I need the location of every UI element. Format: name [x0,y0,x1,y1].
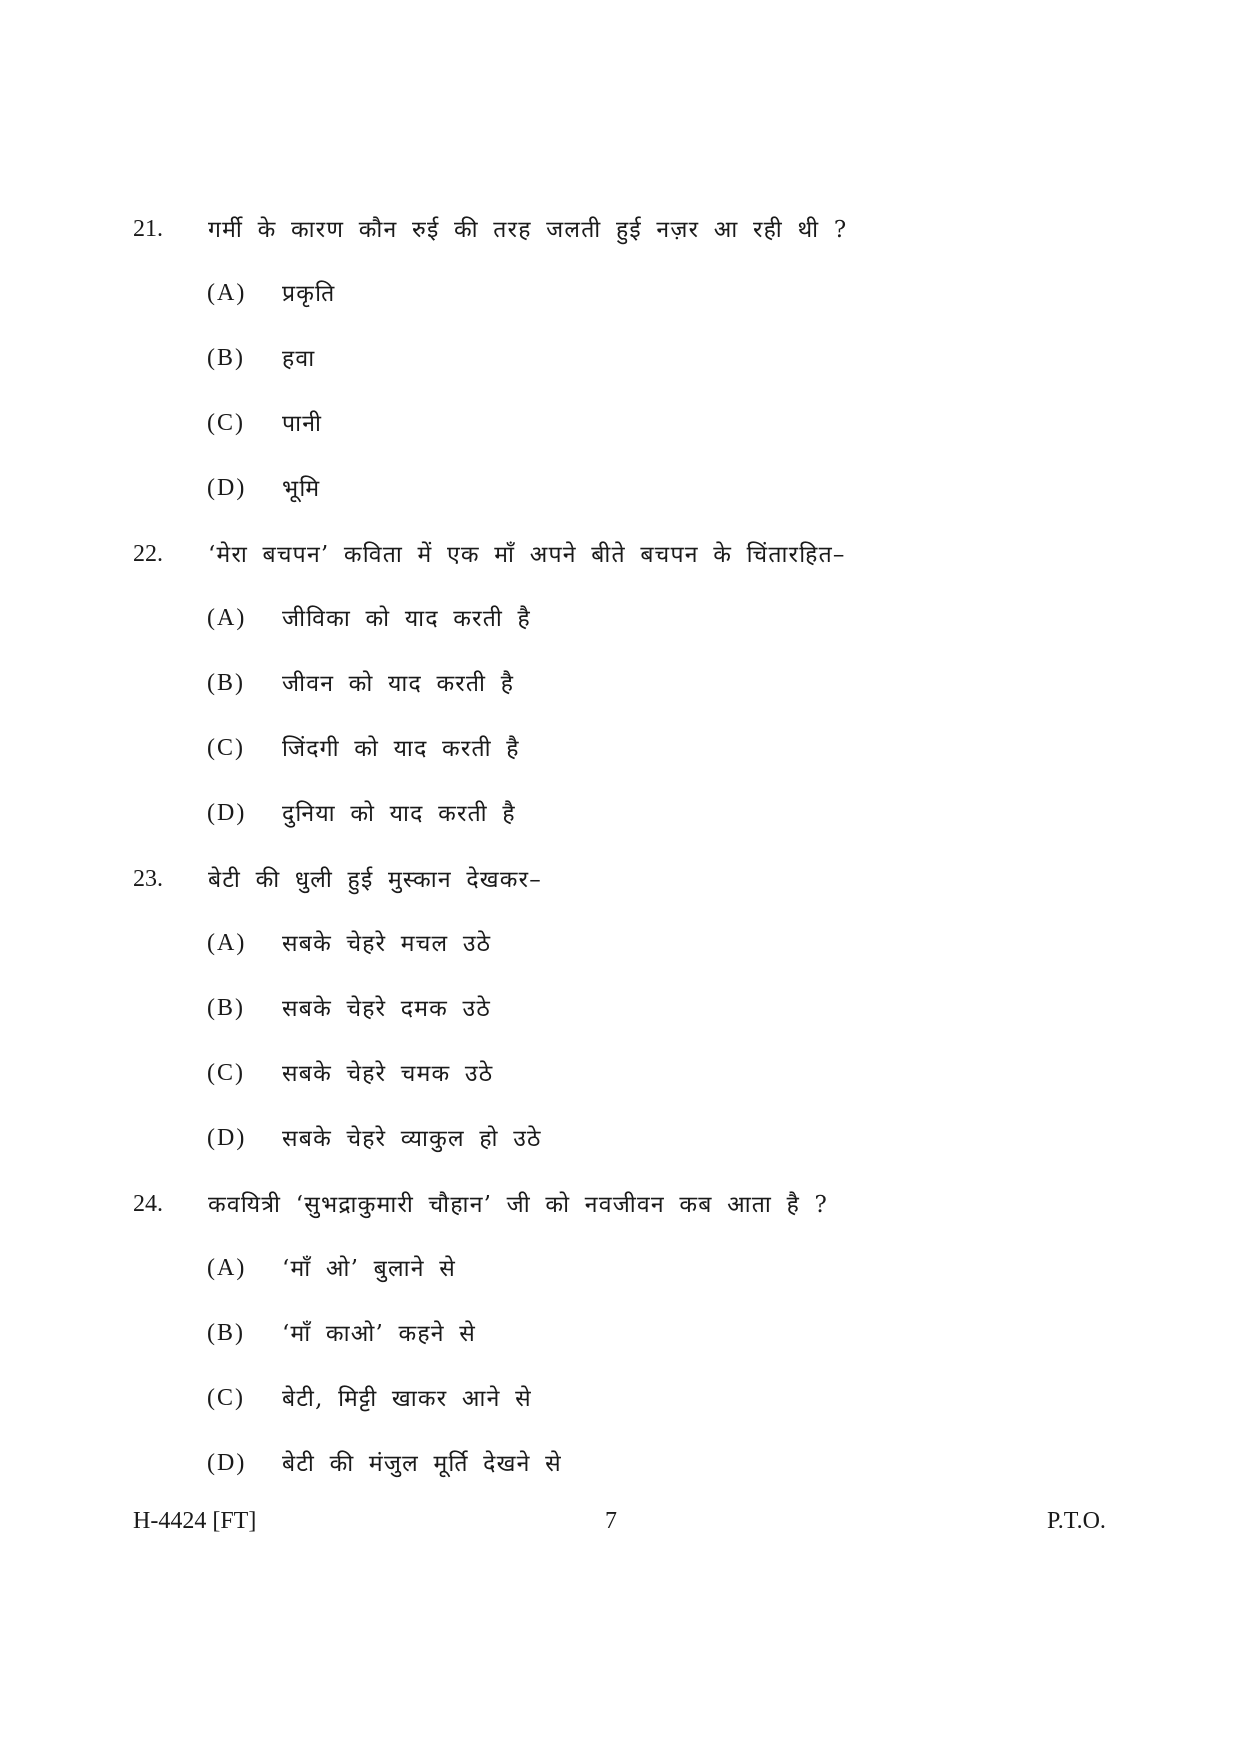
option-label: (A) [207,930,247,956]
option-b [0,341,1240,381]
pto-label: P.T.O. [1047,1508,1106,1534]
question-line [0,537,1240,577]
option-a [0,1251,1240,1291]
option-text: हवा [282,346,316,372]
option-label: (C) [207,1385,245,1411]
question-text: कवयित्री ‘सुभद्राकुमारी चौहान’ जी को नवजीवन कब आता है ? [208,1192,829,1218]
option-text: जीविका को याद करती है [282,606,531,632]
option-text: बेटी, मिट्टी खाकर आने से [282,1386,532,1412]
option-d [0,796,1240,836]
option-b [0,666,1240,706]
option-text: ‘माँ ओ’ बुलाने से [282,1256,456,1282]
option-label: (A) [207,280,247,306]
paper-code: H-4424 [FT] [133,1508,257,1534]
question-number: 23. [133,866,163,892]
option-label: (A) [207,605,247,631]
option-b [0,991,1240,1031]
option-label: (B) [207,670,245,696]
option-text: सबके चेहरे व्याकुल हो उठे [282,1126,542,1152]
question-text: ‘मेरा बचपन’ कविता में एक माँ अपने बीते बचपन के चिंतारहित– [208,542,846,568]
option-text: सबके चेहरे चमक उठे [282,1061,494,1087]
option-d [0,471,1240,511]
option-a [0,926,1240,966]
option-label: (C) [207,410,245,436]
option-text: सबके चेहरे मचल उठे [282,931,492,957]
option-label: (A) [207,1255,247,1281]
option-label: (D) [207,1450,247,1476]
option-c [0,1056,1240,1096]
option-text: दुनिया को याद करती है [282,801,516,827]
option-label: (C) [207,735,245,761]
question-number: 21. [133,216,163,242]
option-c [0,1381,1240,1421]
option-a [0,276,1240,316]
option-text: ‘माँ काओ’ कहने से [282,1321,477,1347]
option-b [0,1316,1240,1356]
option-label: (B) [207,345,245,371]
question-text: बेटी की धुली हुई मुस्कान देखकर– [208,867,542,893]
question-line [0,212,1240,252]
option-label: (D) [207,475,247,501]
option-text: जीवन को याद करती है [282,671,515,697]
page-number: 7 [605,1508,617,1534]
page-footer [0,1508,1240,1548]
option-label: (D) [207,800,247,826]
option-d [0,1121,1240,1161]
option-d [0,1446,1240,1486]
option-a [0,601,1240,641]
option-text: बेटी की मंजुल मूर्ति देखने से [282,1451,562,1477]
question-number: 24. [133,1191,163,1217]
option-text: जिंदगी को याद करती है [282,736,520,762]
option-text: सबके चेहरे दमक उठे [282,996,491,1022]
option-text: भूमि [282,476,321,502]
option-c [0,406,1240,446]
option-text: पानी [282,411,323,437]
question-text: गर्मी के कारण कौन रुई की तरह जलती हुई नज़र आ रही थी ? [208,217,848,243]
question-line [0,862,1240,902]
option-text: प्रकृति [282,281,336,307]
option-label: (C) [207,1060,245,1086]
option-label: (B) [207,1320,245,1346]
option-c [0,731,1240,771]
option-label: (D) [207,1125,247,1151]
option-label: (B) [207,995,245,1021]
question-number: 22. [133,541,163,567]
question-line [0,1187,1240,1227]
